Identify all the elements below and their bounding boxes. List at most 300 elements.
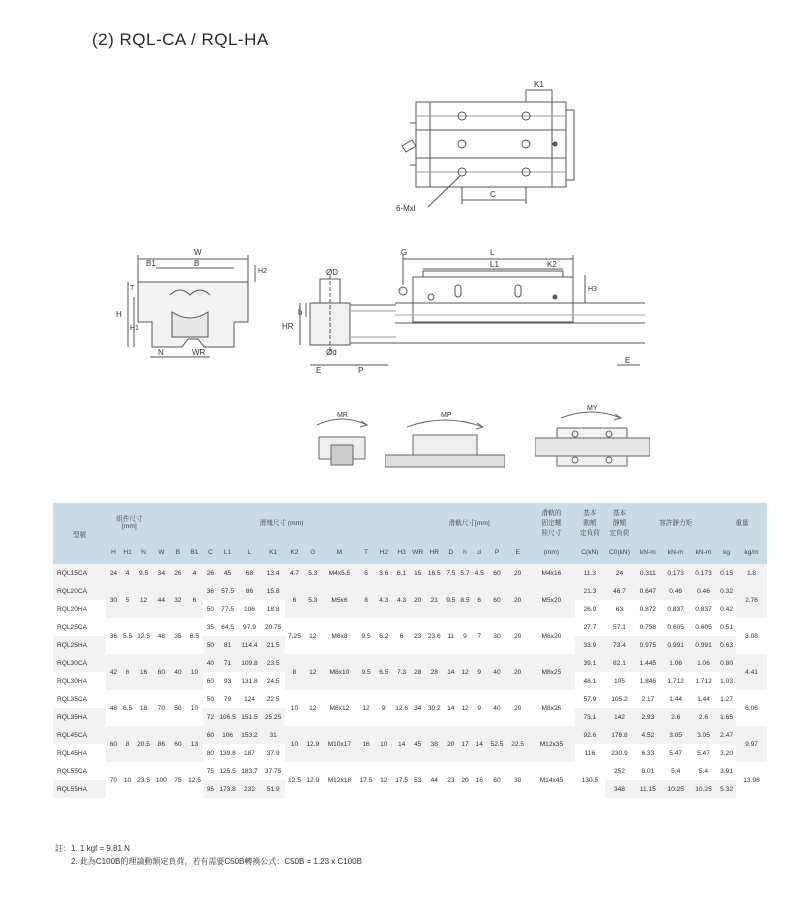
table-cell: 9 (477, 704, 482, 712)
label-h1: H1 (130, 325, 139, 332)
table-cell: 25.25 (264, 713, 282, 721)
table-cell: M8x10 (329, 668, 350, 676)
label-p: P (358, 366, 364, 375)
table-cell: 7.5 (446, 569, 456, 577)
table-cell: 1.44 (697, 695, 710, 703)
sub-header-cell: H1 (120, 540, 134, 564)
side-view-drawing (395, 245, 645, 375)
table-cell: 1.44 (669, 695, 683, 703)
table-cell: 75 (174, 776, 182, 784)
table-cell: 45 (413, 740, 422, 748)
table-cell: 114.4 (241, 641, 258, 649)
table-cell: 44 (430, 776, 438, 784)
table-cell: 13.4 (266, 569, 280, 577)
table-cell: 4.5 (474, 569, 484, 577)
table-cell: 16.5 (427, 569, 441, 577)
sub-header-cell: N (135, 540, 153, 564)
table-cell: 12 (362, 704, 370, 712)
table-cell: 40 (493, 704, 501, 712)
table-cell: RQL35HA (57, 713, 88, 721)
table-cell: RQL55HA (57, 785, 88, 793)
table-cell: 5.3 (308, 569, 318, 577)
table-cell: 95 (206, 785, 215, 793)
table-cell: 0.991 (695, 641, 712, 649)
label-h3: H3 (588, 286, 597, 293)
table-cell: 5.47 (669, 749, 683, 757)
table-cell: 82.1 (613, 659, 626, 667)
table-cell: 31 (269, 731, 277, 739)
table-cell: 1.06 (669, 659, 683, 667)
table-cell: 232 (243, 785, 255, 793)
table-cell: 12 (309, 704, 317, 712)
spec-table-body (53, 564, 767, 798)
table-cell: 3.20 (720, 749, 733, 757)
table-cell: 2.17 (641, 695, 655, 703)
label-n: N (158, 348, 164, 357)
table-cell: 17.5 (395, 776, 409, 784)
moment-my-diagram (535, 400, 650, 475)
table-cell: 16 (139, 668, 148, 676)
table-cell: 50 (206, 605, 215, 613)
table-cell: 64.5 (221, 623, 234, 631)
table-cell: 24 (109, 569, 118, 577)
table-cell: 26 (206, 569, 215, 577)
table-cell: 5.32 (720, 785, 733, 793)
table-cell: 36 (206, 587, 215, 595)
table-cell: M4x5.5 (328, 569, 351, 577)
table-cell: 60 (157, 668, 165, 676)
table-cell: 10 (290, 740, 299, 748)
table-cell: 18.8 (266, 605, 280, 613)
label-hr: HR (282, 322, 294, 331)
table-cell: 33.9 (583, 641, 597, 649)
table-cell: 0.32 (720, 587, 733, 595)
table-cell: 20.5 (137, 740, 150, 748)
table-cell: 16 (362, 740, 370, 748)
table-cell: 77.5 (221, 605, 234, 613)
table-cell: 187 (243, 749, 255, 757)
table-cell: 2.93 (641, 713, 655, 721)
page-title: (2) RQL-CA / RQL-HA (92, 30, 269, 49)
table-cell: 9 (381, 704, 386, 712)
table-cell: 10 (290, 704, 299, 712)
table-cell: 60 (493, 569, 501, 577)
table-cell: 12.5 (188, 776, 201, 784)
table-row (53, 564, 767, 582)
table-cell: 20 (413, 596, 422, 604)
table-cell: 37.9 (266, 749, 280, 757)
table-cell: 57.5 (221, 587, 234, 595)
table-row (53, 618, 767, 636)
table-cell: 5.3 (308, 596, 318, 604)
table-cell: 11.15 (639, 785, 656, 793)
label-my: MY (587, 405, 598, 412)
table-cell: 173.8 (219, 785, 236, 793)
table-cell: 60 (493, 776, 501, 784)
table-cell: 8 (364, 596, 368, 604)
table-cell: 75 (206, 767, 215, 775)
table-cell: 20 (447, 740, 455, 748)
table-cell: 0.46 (697, 587, 710, 595)
table-cell: RQL35CA (57, 695, 88, 703)
header-assembly: 組件尺寸 [mm] (106, 503, 152, 540)
table-cell: 9.5 (446, 596, 456, 604)
table-cell: 13.98 (743, 776, 760, 784)
table-cell: 10 (123, 776, 132, 784)
table-cell: 6 (477, 596, 482, 604)
label-k1: K1 (534, 80, 544, 89)
table-cell: 6.2 (379, 632, 389, 640)
table-cell: 17.5 (359, 776, 373, 784)
table-cell: 92.6 (583, 731, 597, 739)
table-cell: M12x18 (327, 776, 352, 784)
sub-header-cell: (mm) (528, 540, 575, 564)
table-cell: 252 (613, 767, 625, 775)
table-cell: 10.25 (695, 785, 712, 793)
table-cell: 57.9 (583, 695, 597, 703)
moment-mr-diagram (305, 405, 380, 470)
top-view-drawing (380, 70, 610, 215)
sub-header-cell: H (106, 540, 120, 564)
table-cell: 4.41 (745, 668, 758, 676)
table-cell: 12 (309, 632, 317, 640)
header-block: 滑塊尺寸 (mm) (152, 503, 410, 540)
table-cell: 71 (223, 659, 232, 667)
table-row (53, 582, 767, 600)
table-cell: 3.08 (745, 632, 758, 640)
table-cell: RQL55CA (57, 767, 88, 775)
notes (55, 842, 362, 868)
table-cell: 2.47 (720, 731, 733, 739)
table-cell: M8x12 (329, 704, 350, 712)
table-cell: 105.2 (611, 695, 628, 703)
table-cell: RQL20HA (57, 605, 88, 613)
table-cell: 3.6 (379, 569, 389, 577)
table-cell: 23.5 (137, 776, 150, 784)
table-cell: 30 (514, 776, 522, 784)
table-cell: 4.7 (289, 569, 300, 577)
table-cell: 34 (413, 704, 422, 712)
table-row (53, 726, 767, 744)
table-cell: 20 (461, 776, 469, 784)
table-cell: 86 (245, 587, 254, 595)
sub-header-cell: K1 (261, 540, 285, 564)
table-cell: 0.837 (667, 605, 684, 613)
table-cell: 9 (477, 668, 482, 676)
sub-header-cell: D (444, 540, 458, 564)
table-cell: 0.975 (639, 641, 657, 649)
label-mr: MR (337, 412, 348, 419)
table-cell: 0.872 (639, 605, 657, 613)
sub-header-cell: M (322, 540, 358, 564)
table-cell: 4 (192, 569, 197, 577)
header-model: 型號 (53, 503, 106, 564)
table-cell: 9 (463, 632, 467, 640)
table-cell: 8.01 (641, 767, 655, 775)
header-bolt: 滑軌的 固定螺 栓尺寸 (528, 503, 575, 540)
table-cell: 3.91 (720, 767, 733, 775)
table-cell: 142 (613, 713, 625, 721)
table-cell: 57.1 (613, 623, 626, 631)
table-cell: 0.311 (639, 569, 656, 577)
table-cell: 7 (477, 632, 482, 640)
table-cell: 3.05 (697, 731, 710, 739)
table-cell: 1.27 (720, 695, 733, 703)
table-cell: 5.7 (460, 569, 470, 577)
table-cell: 14 (447, 704, 455, 712)
label-l1: L1 (490, 260, 499, 269)
table-cell: 12 (380, 776, 388, 784)
table-cell: 50 (174, 704, 182, 712)
table-cell: 28 (413, 668, 422, 676)
table-cell: 30 (109, 596, 118, 604)
label-mp: MP (441, 412, 452, 419)
table-cell: 22.5 (511, 740, 525, 748)
table-cell: 5 (125, 596, 130, 604)
table-cell: 53 (413, 776, 422, 784)
table-cell: 116 (584, 749, 596, 757)
sub-header-cell: B1 (186, 540, 204, 564)
table-cell: 4 (125, 569, 130, 577)
label-holes: 6-Mxl (396, 204, 416, 213)
sub-header-cell: kN-m (690, 540, 717, 564)
table-cell: 42 (109, 668, 118, 676)
table-cell: 60 (206, 731, 215, 739)
sub-header-cell: C0(kN) (605, 540, 635, 564)
table-cell: 2.6 (698, 713, 709, 721)
table-cell: 40 (206, 659, 215, 667)
table-cell: 5.4 (698, 767, 709, 775)
table-cell: 0.80 (720, 659, 733, 667)
table-cell: 12.9 (306, 776, 320, 784)
table-cell: 4.52 (641, 731, 655, 739)
table-cell: 1.06 (697, 659, 710, 667)
table-cell: RQL25HA (57, 641, 88, 649)
table-cell: 27.7 (583, 623, 597, 631)
table-cell: 8.5 (460, 596, 470, 604)
table-cell: 0.42 (720, 605, 733, 613)
table-cell: 0.15 (720, 569, 733, 577)
table-cell: 6.5 (379, 668, 389, 676)
table-cell: 12.6 (395, 704, 409, 712)
table-cell: 5.5 (122, 632, 133, 640)
table-cell: 15 (413, 569, 422, 577)
table-cell: 10 (380, 740, 388, 748)
table-cell: 38 (430, 740, 438, 748)
table-cell: 230.9 (611, 749, 628, 757)
table-cell: 6.33 (641, 749, 655, 757)
table-cell: 7.3 (397, 668, 407, 676)
table-cell: 6.5 (189, 632, 200, 640)
table-cell: RQL15CA (57, 569, 88, 577)
sub-header-cell: WR (411, 540, 425, 564)
table-cell: 23 (413, 632, 422, 640)
table-cell: 16 (475, 776, 483, 784)
table-cell: 13 (190, 740, 199, 748)
table-cell: 21 (430, 596, 438, 604)
table-cell: 12.9 (306, 740, 320, 748)
label-phi-d-large: ØD (326, 268, 338, 277)
table-cell: 72 (206, 713, 215, 721)
table-cell: 9.5 (138, 569, 149, 577)
table-cell: 11 (447, 632, 455, 640)
table-cell: 9.97 (745, 740, 758, 748)
label-e-left: E (316, 366, 322, 375)
table-cell: 15.8 (266, 587, 280, 595)
label-b1: B1 (146, 259, 156, 268)
spec-table-container (53, 503, 767, 798)
label-l: L (490, 248, 495, 257)
label-g: G (401, 248, 408, 257)
table-cell: 22.5 (266, 695, 280, 703)
table-cell: 12 (139, 596, 148, 604)
table-cell: 18 (139, 704, 148, 712)
table-cell: 0.173 (695, 569, 712, 577)
table-cell: 1.65 (720, 713, 733, 721)
table-cell: 20.75 (264, 623, 282, 631)
table-cell: RQL30CA (57, 659, 88, 667)
table-cell: 26.9 (583, 605, 597, 613)
table-cell: 153.2 (241, 731, 258, 739)
table-cell: 130.5 (581, 776, 599, 784)
header-static-load: 基本 靜額 定負荷 (605, 503, 635, 540)
table-cell: 12.5 (288, 776, 301, 784)
spec-table (53, 503, 767, 798)
table-cell: 0.46 (669, 587, 683, 595)
table-cell: 79 (223, 695, 232, 703)
sub-header-cell: d (472, 540, 486, 564)
table-cell: 109.8 (241, 659, 258, 667)
table-cell: 5.47 (697, 749, 710, 757)
table-cell: 81 (223, 641, 232, 649)
table-cell: 30.2 (427, 704, 441, 712)
table-cell: 1.03 (720, 677, 733, 685)
table-cell: 6 (192, 596, 197, 604)
table-cell: 6 (364, 569, 368, 577)
sub-header-cell: HR (425, 540, 444, 564)
table-cell: 14 (397, 740, 406, 748)
table-cell: RQL20CA (57, 587, 88, 595)
table-cell: 9.5 (361, 668, 371, 676)
sub-header-cell: B (170, 540, 185, 564)
table-cell: 100 (155, 776, 167, 784)
table-cell: 106 (222, 731, 234, 739)
table-cell: 12 (461, 668, 469, 676)
table-cell: M12x35 (539, 740, 564, 748)
table-cell: 12 (461, 704, 469, 712)
table-cell: 97.9 (243, 623, 256, 631)
table-cell: RQL25CA (57, 623, 88, 631)
front-view-drawing (110, 245, 270, 370)
table-cell: M8x25 (541, 668, 562, 676)
table-cell: 60 (206, 677, 215, 685)
table-cell: 131.8 (241, 677, 258, 685)
table-cell: 139.8 (219, 749, 236, 757)
table-cell: 20 (514, 569, 522, 577)
sub-header-cell: H2 (375, 540, 393, 564)
table-cell: 23.6 (427, 632, 441, 640)
table-cell: 26 (174, 569, 182, 577)
sub-header-cell: L (238, 540, 262, 564)
table-cell: 70 (157, 704, 165, 712)
table-cell: 73.4 (613, 641, 626, 649)
table-cell: 52.5 (490, 740, 504, 748)
table-cell: 44 (157, 596, 165, 604)
table-row (53, 762, 767, 780)
table-cell: 20 (514, 704, 522, 712)
table-cell: 0.51 (720, 623, 733, 631)
table-cell: RQL45HA (57, 749, 88, 757)
table-cell: 60 (493, 596, 501, 604)
table-cell: 20 (514, 596, 522, 604)
table-cell: 151.5 (241, 713, 258, 721)
table-cell: 1.712 (667, 677, 684, 685)
table-cell: 46.7 (613, 587, 626, 595)
rail-section-drawing (278, 265, 398, 380)
table-cell: 0.647 (639, 587, 657, 595)
sub-header-cell: H3 (393, 540, 411, 564)
header-rail: 滑軌尺寸[mm] (411, 503, 528, 540)
table-cell: 50 (206, 641, 215, 649)
table-cell: 0.605 (695, 623, 712, 631)
table-cell: 8 (292, 668, 297, 676)
table-cell: 11.3 (583, 569, 597, 577)
table-cell: 37.75 (264, 767, 282, 775)
table-cell: M6x20 (541, 632, 562, 640)
sub-header-cell: C (203, 540, 217, 564)
table-cell: 10 (190, 668, 199, 676)
sub-header-cell: kg/m (736, 540, 767, 564)
table-cell: 1.8 (746, 569, 757, 577)
table-cell: 50 (206, 695, 215, 703)
label-h: H (116, 310, 122, 319)
header-dynamic-load: 基本 動額 定負荷 (575, 503, 605, 540)
table-cell: 86 (157, 740, 165, 748)
table-cell: 0.758 (639, 623, 657, 631)
table-cell: 183.7 (241, 767, 258, 775)
table-cell: 32 (174, 596, 182, 604)
table-cell: RQL45CA (57, 731, 88, 739)
table-cell: 2.6 (671, 713, 681, 721)
table-cell: 6.1 (397, 569, 407, 577)
header-weight: 重量 (717, 503, 767, 540)
label-c: C (490, 190, 496, 199)
header-moment: 容許靜力矩 (634, 503, 717, 540)
table-cell: 93 (223, 677, 232, 685)
table-cell: 4.3 (397, 596, 407, 604)
table-cell: 35 (174, 632, 182, 640)
table-cell: 20 (514, 668, 522, 676)
table-cell: 0.173 (667, 569, 684, 577)
table-cell: 3.05 (669, 731, 683, 739)
table-cell: 60 (174, 740, 182, 748)
label-k2: K2 (547, 260, 557, 269)
table-cell: 0.63 (720, 641, 733, 649)
table-cell: 6.5 (122, 704, 133, 712)
sub-header-cell: P (486, 540, 507, 564)
table-cell: 60 (109, 740, 118, 748)
table-cell: M4x16 (541, 569, 562, 577)
table-cell: 6 (292, 596, 297, 604)
table-cell: 10.25 (667, 785, 684, 793)
sub-header-cell: kg (717, 540, 736, 564)
label-phi-d-small: Ød (326, 348, 337, 357)
table-cell: 70 (109, 776, 118, 784)
table-cell: 36 (109, 632, 118, 640)
table-cell: 48 (109, 704, 118, 712)
table-cell: 28 (430, 668, 438, 676)
table-cell: 10 (190, 704, 199, 712)
